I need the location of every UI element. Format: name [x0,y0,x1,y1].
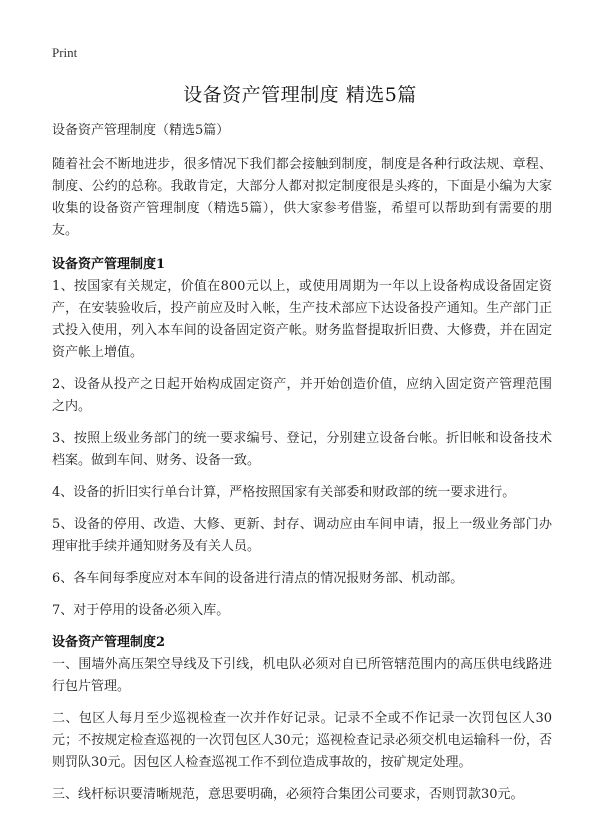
section-paragraph: 5、设备的停用、改造、大修、更新、封存、调动应由车间申请，报上一级业务部门办理审批手续并通知财务及有关人员。 [52,517,552,554]
document-body [52,120,552,816]
section-paragraph: 2、设备从投产之日起开始构成固定资产，并开始创造价值，应纳入固定资产管理范围之内。 [52,377,552,414]
section-2 [52,632,552,806]
section-paragraph: 4、设备的折旧实行单台计算，严格按照国家有关部委和财政部的统一要求进行。 [52,485,516,500]
section-1 [52,254,552,622]
section-heading: 设备资产管理制度2 [52,635,166,650]
section-paragraph: 一、围墙外高压架空导线及下引线，机电队必须对自已所管辖范围内的高压供电线路进行包片管理。 [52,657,552,694]
document-subtitle: 设备资产管理制度（精选5篇） [52,123,230,138]
section-paragraph: 三、线杆标识要清晰规范，意思要明确，必须符合集团公司要求，否则罚款30元。 [52,787,524,802]
print-link[interactable]: Print [52,45,78,60]
section-paragraph: 6、各车间每季度应对本车间的设备进行清点的情况报财务部、机动部。 [52,571,464,586]
section-paragraph: 3、按照上级业务部门的统一要求编号、登记，分别建立设备台帐。折旧帐和设备技术档案。做到车间、财务、设备一致。 [52,431,552,468]
section-paragraph: 二、包区人每月至少巡视检查一次并作好记录。记录不全或不作记录一次罚包区人30元；不按规定检查巡视的一次罚包区人30元；巡视检查记录必须交机电运输科一份，否则罚队30元。因包区人检查巡视工作不到位造成事故的，按矿规定处理。 [52,711,552,770]
intro-paragraph: 随着社会不断地进步，很多情况下我们都会接触到制度，制度是各种行政法规、章程、制度、公约的总称。我敢肯定，大部分人都对拟定制度很是头疼的，下面是小编为大家收集的设备资产管理制度（精选5篇），供大家参考借鉴，希望可以帮助到有需要的朋友。 [52,157,552,238]
section-paragraph: 7、对于停用的设备必须入库。 [52,603,230,618]
section-paragraph: 1、按国家有关规定，价值在800元以上，或使用周期为一年以上设备构成设备固定资产，在安装验收后，投产前应及时入帐，生产技术部应下达设备投产通知。生产部门正式投入使用，列入本车间的设备固定资产帐。财务监督提取折旧费、大修费，并在固定资产帐上增值。 [52,279,552,360]
document-title: 设备资产管理制度 精选5篇 [183,84,417,106]
section-heading: 设备资产管理制度1 [52,257,166,272]
